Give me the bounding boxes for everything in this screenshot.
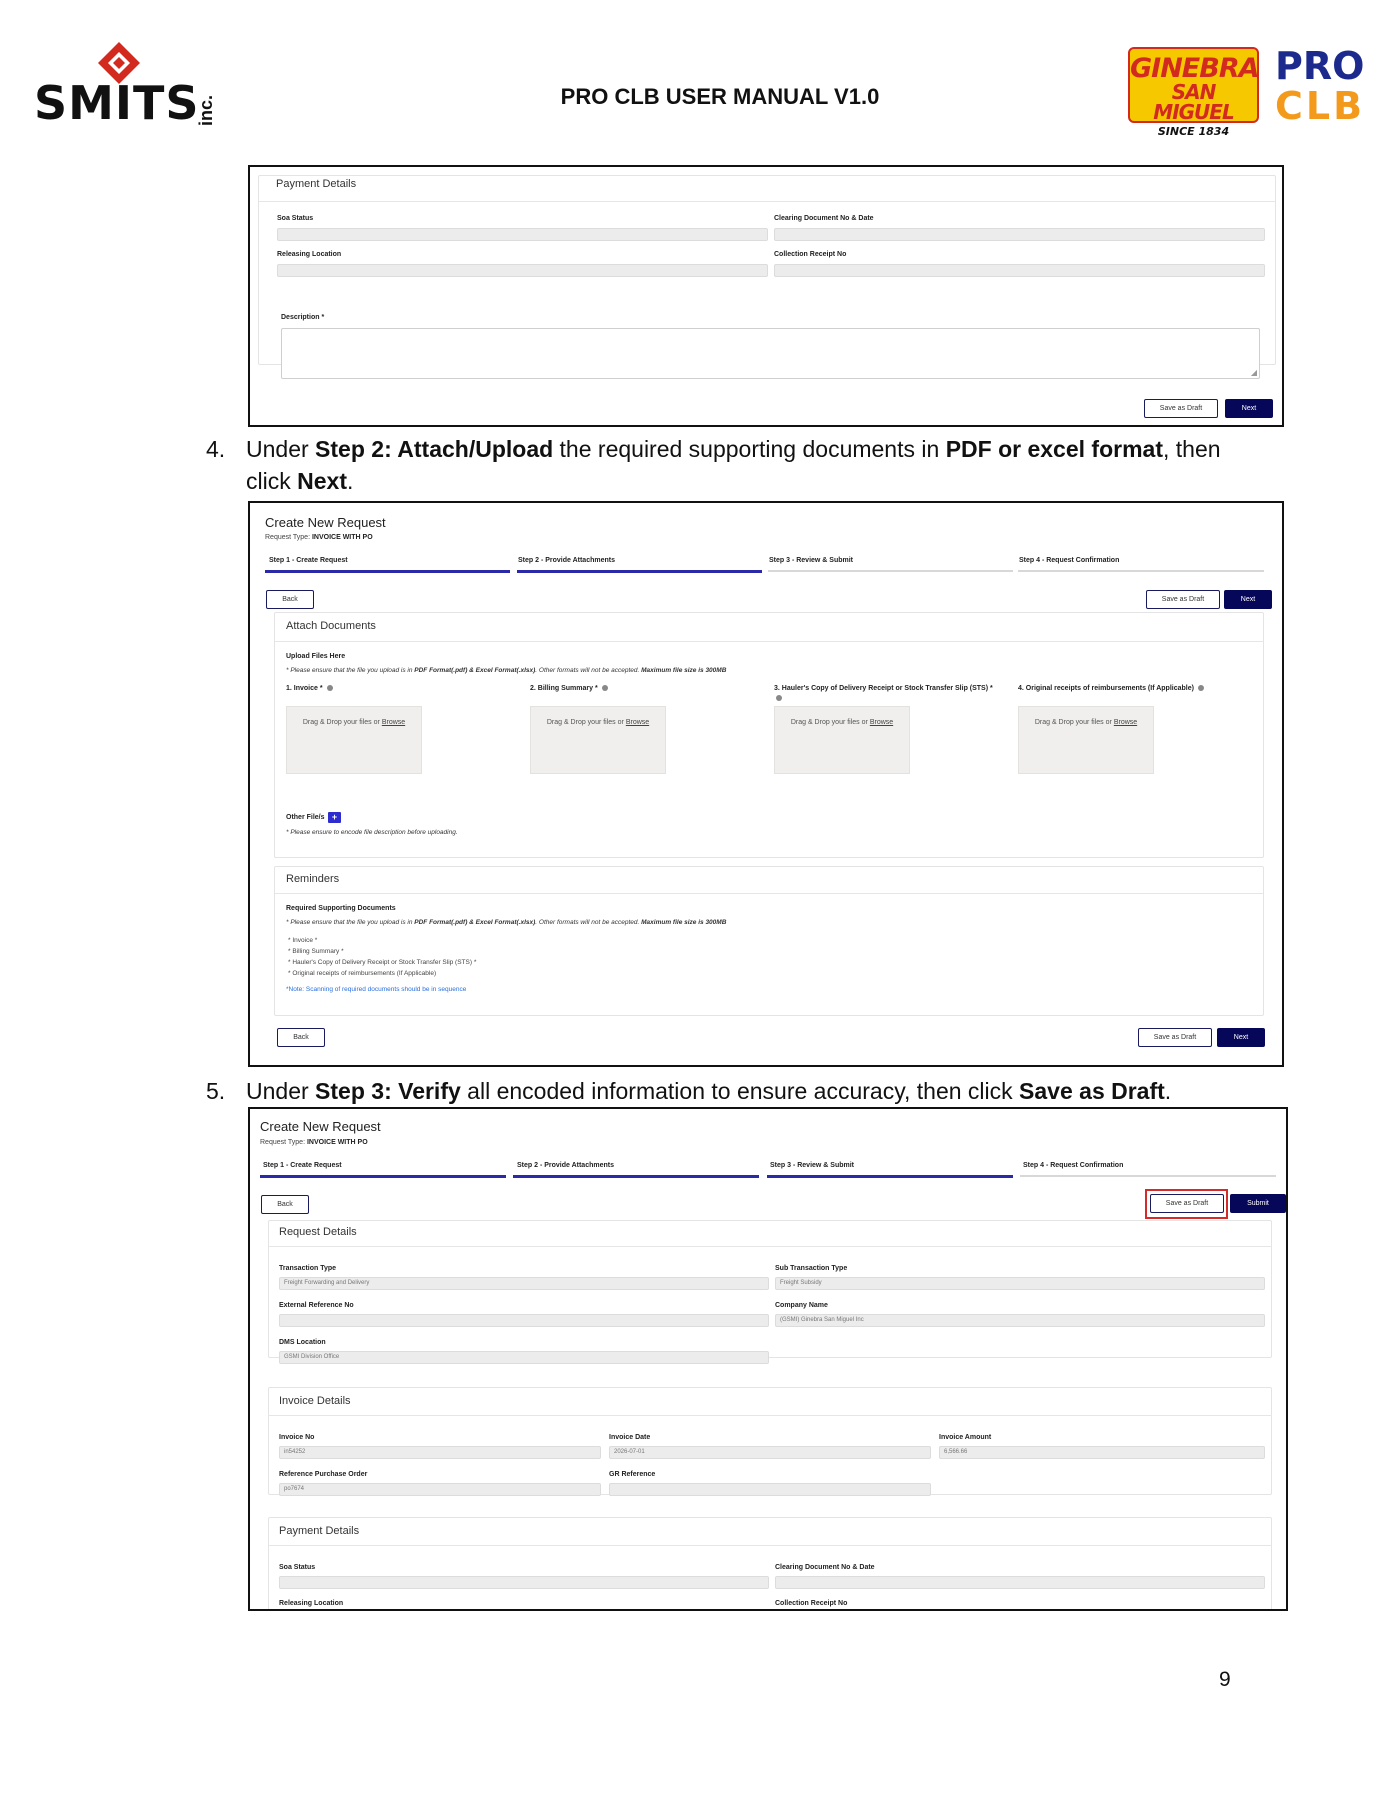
dropzone-text: Drag & Drop your files or [790,719,870,726]
text-run: , then click [246,436,1221,494]
dropzone-text: Drag & Drop your files or [546,719,626,726]
info-icon[interactable] [1198,685,1204,691]
save-as-draft-button[interactable]: Save as Draft [1146,590,1220,609]
other-files-note: * Please ensure to encode file description before uploading. [286,829,458,836]
ginebra-logo-line2: SAN MIGUEL [1153,80,1234,124]
dms-location-label: DMS Location [279,1339,326,1346]
required-docs-label: Required Supporting Documents [286,905,396,912]
text-run: the required supporting documents in [553,436,946,462]
browse-link[interactable]: Browse [1113,719,1138,726]
reminders-title: Reminders [286,873,340,885]
note-text: . Other formats will not be accepted. [535,667,642,674]
smits-logo-suffix: inc. [196,94,216,126]
bold-run: Save as Draft [1019,1078,1165,1104]
file-format-note [286,667,726,674]
step-2-progress [517,570,762,573]
create-request-title: Create New Request [265,515,386,530]
list-item: * Original receipts of reimbursements (If Applicable) [288,970,437,977]
company-name-field[interactable]: (GSMI) Ginebra San Miguel Inc [775,1314,1265,1327]
step-3-progress [768,570,1013,572]
divider [274,893,1264,894]
add-file-button[interactable]: + [328,812,341,823]
dropzone-invoice[interactable] [286,706,422,774]
step-2-progress [513,1175,759,1178]
collection-receipt-field[interactable] [774,264,1265,277]
divider [274,641,1264,642]
divider [268,1415,1272,1416]
soa-status-field[interactable] [279,1576,769,1589]
external-ref-field[interactable] [279,1314,769,1327]
list-item: * Billing Summary * [288,948,344,955]
upload-haulers-text: 3. Hauler's Copy of Delivery Receipt or Stock Transfer Slip (STS) * [774,685,993,692]
soa-status-label: Soa Status [279,1564,316,1571]
ginebra-logo-line3: SINCE 1834 [1157,125,1230,138]
text-run: Under [246,1078,316,1104]
reminders-card [274,866,1264,1016]
step-4-progress [1018,570,1264,572]
smits-logo-text: SMITS [34,76,200,130]
note-bold: PDF Format(.pdf) & Excel Format(.xlsx) [414,667,536,674]
upload-billing-text: 2. Billing Summary * [530,685,598,692]
text-run: Under [246,436,316,462]
sub-transaction-type-field[interactable]: Freight Subsidy [775,1277,1265,1290]
divider [268,1545,1272,1546]
dropzone-receipts[interactable] [1018,706,1154,774]
dms-location-field[interactable]: GSMI Division Office [279,1351,769,1364]
gr-ref-field[interactable] [609,1483,931,1496]
back-button[interactable]: Back [266,590,314,609]
ginebra-logo [1128,47,1259,138]
tab-step-2[interactable]: Step 2 - Provide Attachments [517,1162,614,1169]
dropzone-haulers[interactable] [774,706,910,774]
save-as-draft-button[interactable]: Save as Draft [1138,1028,1212,1047]
releasing-location-label: Releasing Location [277,251,342,258]
scan-sequence-note: *Note: Scanning of required documents should be in sequence [286,986,467,993]
page-number: 9 [1219,1668,1231,1691]
ref-po-label: Reference Purchase Order [279,1471,368,1478]
other-files-label: Other File/s [286,814,325,821]
note-text: * Please ensure that the file you upload is in [286,667,415,674]
browse-link[interactable]: Browse [381,719,406,726]
back-button[interactable]: Back [277,1028,325,1047]
note-text: * Please ensure that the file you upload is in [286,919,415,926]
step-number: 4. [206,436,226,462]
request-type-value: INVOICE WITH PO [311,534,373,541]
tab-step-1[interactable]: Step 1 - Create Request [263,1162,342,1169]
upload-billing-label [530,685,608,692]
next-button[interactable]: Next [1224,590,1272,609]
next-button[interactable]: Next [1225,399,1273,418]
transaction-type-label: Transaction Type [279,1265,337,1272]
releasing-location-field[interactable] [277,264,768,277]
note-bold: PDF Format(.pdf) & Excel Format(.xlsx) [414,919,536,926]
attach-documents-title: Attach Documents [286,620,376,632]
step-text [246,433,1246,497]
payment-details-title: Payment Details [279,1525,360,1537]
soa-status-field[interactable] [277,228,768,241]
dropzone-text: Drag & Drop your files or [302,719,382,726]
browse-link[interactable]: Browse [869,719,894,726]
bold-run: Step 3: Verify [315,1078,461,1104]
request-details-title: Request Details [279,1226,357,1238]
payment-details-title: Payment Details [276,178,357,190]
ref-po-field[interactable]: po7674 [279,1483,601,1496]
company-name-label: Company Name [775,1302,828,1309]
upload-receipts-label [1018,685,1204,692]
text-run: . [1164,1078,1172,1104]
back-button[interactable]: Back [261,1195,309,1214]
text-run: all encoded information to ensure accuracy, then click [460,1078,1020,1104]
upload-haulers-label [774,685,993,692]
info-icon[interactable] [327,685,333,691]
tab-step-1[interactable]: Step 1 - Create Request [269,557,348,564]
upload-files-label: Upload Files Here [286,653,346,660]
soa-status-label: Soa Status [277,215,314,222]
request-type-label: Request Type: [265,534,312,541]
releasing-location-label: Releasing Location [279,1600,344,1607]
screenshot-review-submit [248,1107,1288,1611]
divider [268,1246,1272,1247]
next-button[interactable]: Next [1217,1028,1265,1047]
invoice-no-label: Invoice No [279,1434,315,1441]
list-item: * Invoice * [288,937,318,944]
request-type-value: INVOICE WITH PO [306,1139,368,1146]
tab-step-4[interactable]: Step 4 - Request Confirmation [1019,557,1120,564]
request-type [265,534,373,541]
dropzone-text: Drag & Drop your files or [1034,719,1114,726]
clearing-doc-label: Clearing Document No & Date [774,215,874,222]
step-1-progress [260,1175,506,1178]
proclb-logo-pro: PRO [1275,44,1365,88]
submit-button[interactable]: Submit [1230,1194,1286,1213]
collection-receipt-label: Collection Receipt No [774,251,847,258]
invoice-details-card [268,1387,1272,1495]
clearing-doc-field[interactable] [775,1576,1265,1589]
file-format-note [286,919,726,926]
bold-run: PDF or excel format [945,436,1163,462]
note-bold: Maximum file size is 300MB [641,919,727,926]
invoice-no-field[interactable]: in54252 [279,1446,601,1459]
bold-run: Step 2: Attach/Upload [315,436,554,462]
invoice-date-label: Invoice Date [609,1434,651,1441]
screenshot-attach-documents [248,501,1284,1067]
step-1-progress [265,570,510,573]
external-ref-label: External Reference No [279,1302,354,1309]
save-as-draft-button[interactable]: Save as Draft [1144,399,1218,418]
tab-step-2[interactable]: Step 2 - Provide Attachments [518,557,615,564]
invoice-amount-field[interactable]: 6,566.66 [939,1446,1265,1459]
step-3-progress [767,1175,1013,1178]
document-title: PRO CLB USER MANUAL V1.0 [560,84,880,109]
proclb-logo [1275,46,1365,126]
upload-invoice-text: 1. Invoice * [286,685,323,692]
info-icon[interactable] [776,695,782,701]
upload-receipts-text: 4. Original receipts of reimbursements (If Applicable) [1018,685,1194,692]
description-textarea[interactable] [281,328,1260,379]
step-number: 5. [206,1078,226,1104]
note-text: . Other formats will not be accepted. [535,919,642,926]
create-request-title: Create New Request [260,1119,381,1134]
clearing-doc-field[interactable] [774,228,1265,241]
ginebra-logo-line1: GINEBRA [1130,53,1259,84]
description-label: Description * [281,314,325,321]
gr-ref-label: GR Reference [609,1471,656,1478]
tab-step-3[interactable]: Step 3 - Review & Submit [769,557,854,564]
text-run: . [346,468,354,494]
list-item: * Hauler's Copy of Delivery Receipt or Stock Transfer Slip (STS) * [288,959,477,966]
tab-step-4[interactable]: Step 4 - Request Confirmation [1023,1162,1124,1169]
sub-transaction-type-label: Sub Transaction Type [775,1265,848,1272]
browse-link[interactable]: Browse [625,719,650,726]
request-type [260,1139,368,1146]
invoice-details-title: Invoice Details [279,1395,351,1407]
step-text [246,1075,1346,1107]
screenshot-payment-details [248,165,1284,427]
resize-grip-icon[interactable]: ◢ [1250,368,1257,377]
collection-receipt-label: Collection Receipt No [775,1600,848,1607]
tab-step-3[interactable]: Step 3 - Review & Submit [770,1162,855,1169]
save-as-draft-button[interactable]: Save as Draft [1150,1194,1224,1213]
info-icon[interactable] [602,685,608,691]
invoice-date-field[interactable]: 2026-07-01 [609,1446,931,1459]
bold-run: Next [297,468,347,494]
divider [258,201,1276,202]
dropzone-billing[interactable] [530,706,666,774]
request-type-label: Request Type: [260,1139,307,1146]
upload-invoice-label [286,685,333,692]
clearing-doc-label: Clearing Document No & Date [775,1564,875,1571]
transaction-type-field[interactable]: Freight Forwarding and Delivery [279,1277,769,1290]
proclb-logo-clb: CLB [1275,84,1366,128]
note-bold: Maximum file size is 300MB [641,667,727,674]
payment-details-card [268,1517,1272,1611]
step-4-progress [1020,1175,1276,1177]
invoice-amount-label: Invoice Amount [939,1434,992,1441]
